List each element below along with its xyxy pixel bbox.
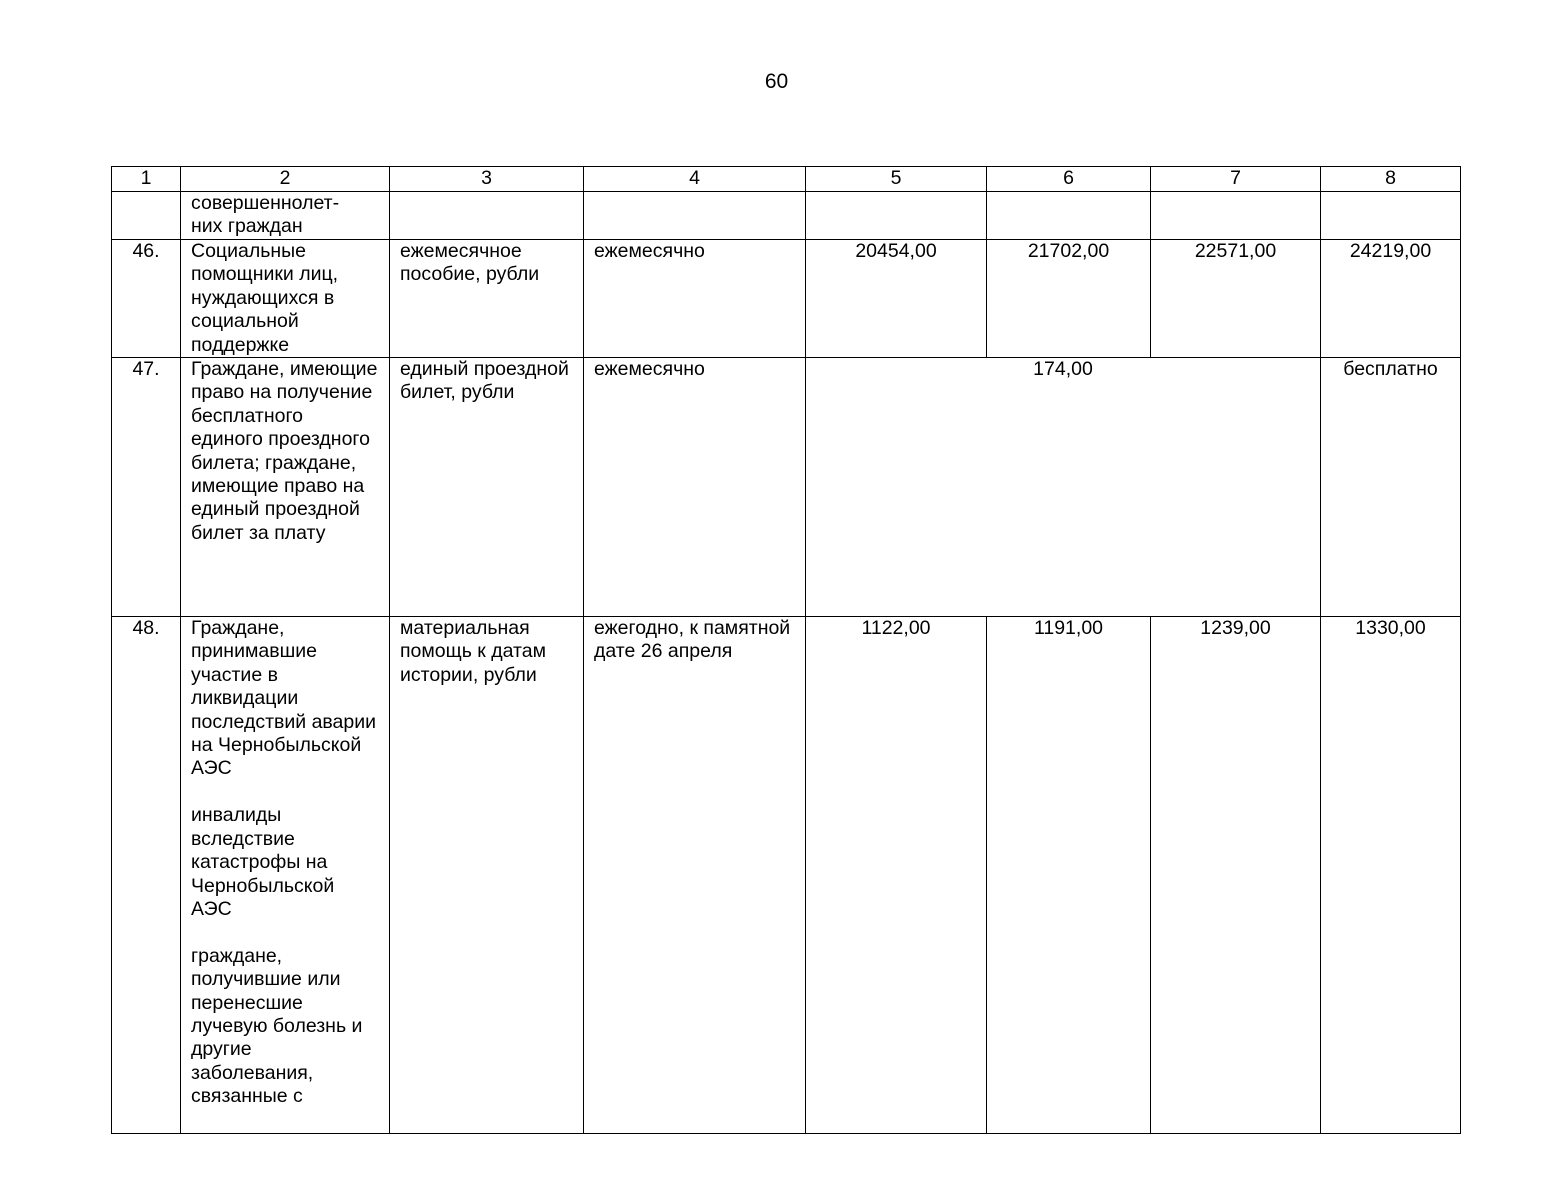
benefit-type-cell: ежемесячное пособие, рубли bbox=[390, 240, 584, 358]
table-row bbox=[112, 358, 1461, 617]
header-cell-2: 2 bbox=[181, 167, 390, 192]
value-cell-6 bbox=[987, 192, 1151, 240]
value-cell-8 bbox=[1321, 192, 1461, 240]
header-cell-3: 3 bbox=[390, 167, 584, 192]
row-number-cell: 46. bbox=[112, 240, 181, 358]
value-cell-5: 20454,00 bbox=[806, 240, 987, 358]
page-number: 60 bbox=[764, 70, 789, 93]
row-number-cell: 47. bbox=[112, 358, 181, 617]
benefit-type-cell: материальная помощь к датам истории, рубли bbox=[390, 617, 584, 1134]
row-number-cell: 48. bbox=[112, 617, 181, 1134]
periodicity-cell: ежемесячно bbox=[584, 358, 806, 617]
value-cell-7: 22571,00 bbox=[1151, 240, 1321, 358]
row-number-cell bbox=[112, 192, 181, 240]
value-cell-8: 1330,00 bbox=[1321, 617, 1461, 1134]
periodicity-cell: ежегодно, к памятной дате 26 апреля bbox=[584, 617, 806, 1134]
header-cell-6: 6 bbox=[987, 167, 1151, 192]
table-row bbox=[112, 240, 1461, 358]
value-cell-5 bbox=[806, 192, 987, 240]
recipient-category-cell: Граждане, принимавшие участие в ликвидации последствий аварии на Чернобыльской АЭС инвалиды вследствие катастрофы на Чернобыльской АЭС граждане, получившие или перенесшие лучевую болезнь и другие заболевания, связанные с bbox=[181, 617, 390, 1134]
recipient-category-cell: Граждане, имеющие право на получение бесплатного единого проездного билета; граждане, имеющие право на единый проездной билет за плату bbox=[181, 358, 390, 617]
value-cell-8: 24219,00 bbox=[1321, 240, 1461, 358]
value-cell-8: бесплатно bbox=[1321, 358, 1461, 617]
value-cell-5: 1122,00 bbox=[806, 617, 987, 1134]
table-header-row bbox=[112, 167, 1461, 192]
recipient-category-cell: совершеннолет- них граждан bbox=[181, 192, 390, 240]
benefit-type-cell bbox=[390, 192, 584, 240]
benefit-type-cell: единый проездной билет, рубли bbox=[390, 358, 584, 617]
table-row bbox=[112, 617, 1461, 1134]
periodicity-cell: ежемесячно bbox=[584, 240, 806, 358]
data-table bbox=[111, 166, 1461, 1134]
recipient-category-cell: Социальные помощники лиц, нуждающихся в социальной поддержке bbox=[181, 240, 390, 358]
table-row bbox=[112, 192, 1461, 240]
value-cell-6: 21702,00 bbox=[987, 240, 1151, 358]
merged-value-cell: 174,00 bbox=[806, 358, 1321, 617]
value-cell-7 bbox=[1151, 192, 1321, 240]
header-cell-8: 8 bbox=[1321, 167, 1461, 192]
value-cell-6: 1191,00 bbox=[987, 617, 1151, 1134]
periodicity-cell bbox=[584, 192, 806, 240]
header-cell-1: 1 bbox=[112, 167, 181, 192]
header-cell-5: 5 bbox=[806, 167, 987, 192]
header-cell-7: 7 bbox=[1151, 167, 1321, 192]
header-cell-4: 4 bbox=[584, 167, 806, 192]
value-cell-7: 1239,00 bbox=[1151, 617, 1321, 1134]
